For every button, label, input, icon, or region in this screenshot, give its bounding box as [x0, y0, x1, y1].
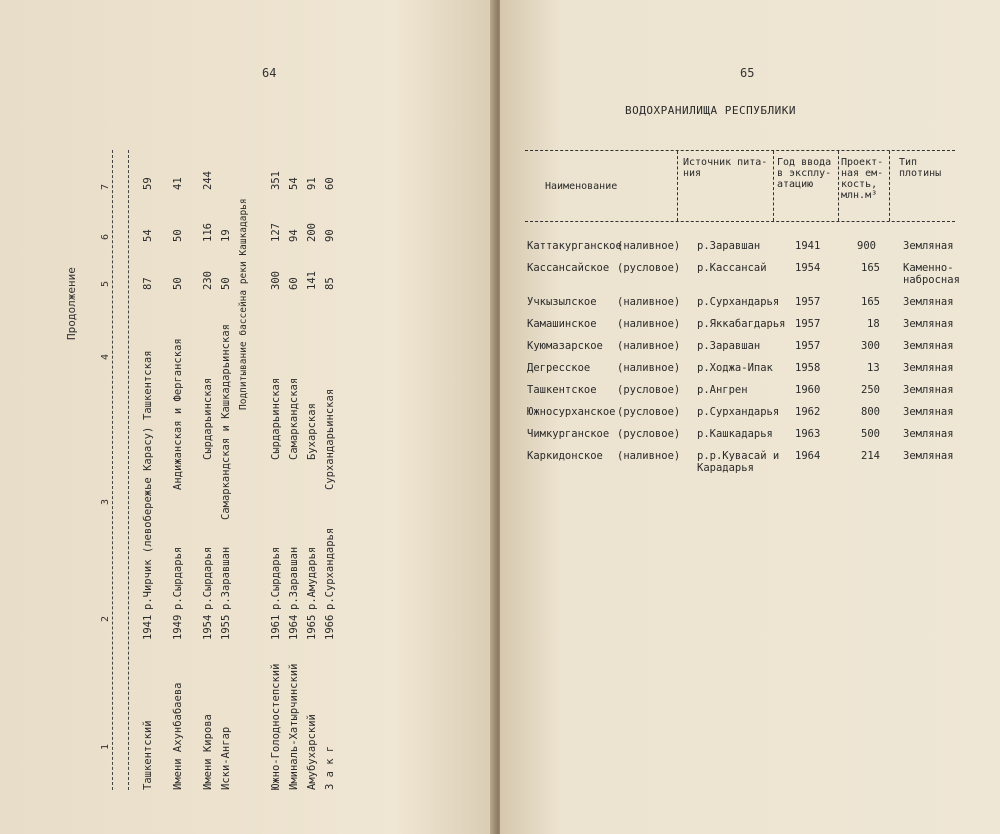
table-row: Кассансайское (русловое) р.Кассансай 1954 165 Каменно-набросная: [527, 262, 960, 286]
left-page: [0, 0, 496, 834]
page-title: ВОДОХРАНИЛИЩА РЕСПУБЛИКИ: [625, 104, 796, 117]
col-number-2: 2: [100, 615, 111, 622]
col-number-1: 1: [100, 743, 111, 750]
continuation-caption: Продолжение: [65, 267, 78, 340]
header-year: Год ввода в эксплу- атацию: [777, 157, 832, 190]
table-row: Имени Кирова 1954 р.Сырдарья Сырдарьинская 230 116 244: [202, 171, 214, 790]
table-row: Куюмазарское (наливное) р.Заравшан 1957 300 Земляная: [527, 340, 954, 352]
table-row: Южно-Голодностепский 1961 р.Сырдарья Сырдарьинская 300 127 351: [270, 171, 282, 790]
col-number-4: 4: [100, 353, 111, 360]
table-row: Каркидонское (наливное) р.р.Кувасай и Карадарья 1964 214 Земляная: [527, 450, 954, 474]
right-page: [500, 0, 1000, 834]
table-row: Ташкентское (русловое) р.Ангрен 1960 250 Земляная: [527, 384, 954, 396]
col-number-7: 7: [100, 183, 111, 190]
col-number-5: 5: [100, 280, 111, 287]
header-capacity: Проект- ная ем- кость, млн.м³: [841, 157, 884, 201]
table-row: Учкызылское (наливное) р.Сурхандарья 1957 165 Земляная: [527, 296, 954, 308]
table-top-rule: [112, 150, 113, 790]
table-row: Иски-Ангар 1955 р.Заравшан Самаркандская и Кашкадарьинская 50 19 Подпитывание бассейна реки Кашкадарья: [220, 198, 249, 790]
table-row: Южносурханское (русловое) р.Сурхандарья 1962 800 Земляная: [527, 406, 954, 418]
table-row: Амубухарский 1965 р.Амударья Бухарская 141 200 91: [306, 177, 318, 790]
header-source: Источник пита- ния: [683, 157, 768, 179]
col-number-6: 6: [100, 233, 111, 240]
header-divider: [889, 151, 890, 221]
header-divider: [838, 151, 839, 221]
table-header-rule: [128, 150, 129, 790]
left-page-number: 64: [262, 66, 277, 80]
table-header: [525, 150, 955, 222]
table-row: Ташкентский 1941 р.Чирчик (левобережье Карасу) Ташкентская 87 54 59: [142, 177, 154, 790]
table-row: Дегресское (наливное) р.Ходжа-Ипак 1958 13 Земляная: [527, 362, 954, 374]
right-page-number: 65: [740, 66, 755, 80]
header-divider: [773, 151, 774, 221]
header-type: Тип плотины: [899, 157, 942, 179]
table-row: Чимкурганское (русловое) р.Кашкадарья 1963 500 Земляная: [527, 428, 954, 440]
left-rotated-table: [65, 140, 496, 790]
table-row: Имени Ахунбабаева 1949 р.Сырдарья Андижанская и Ферганская 50 50 41: [172, 177, 184, 790]
table-row: Иминаль-Хатырчинский 1964 р.Заравшан Самаркандская 60 94 54: [288, 177, 300, 790]
header-divider: [677, 151, 678, 221]
table-row: Камашинское (наливное) р.Яккабагдарья 1957 18 Земляная: [527, 318, 954, 330]
col-number-3: 3: [100, 498, 111, 505]
header-name: Наименование: [545, 181, 618, 192]
table-row: З а к г 1966 р.Сурхандарья Сурхандарьинская 85 90 60: [324, 177, 336, 790]
table-row: Каттакурганское (наливное) р.Заравшан 1941 900 Земляная: [527, 240, 954, 252]
